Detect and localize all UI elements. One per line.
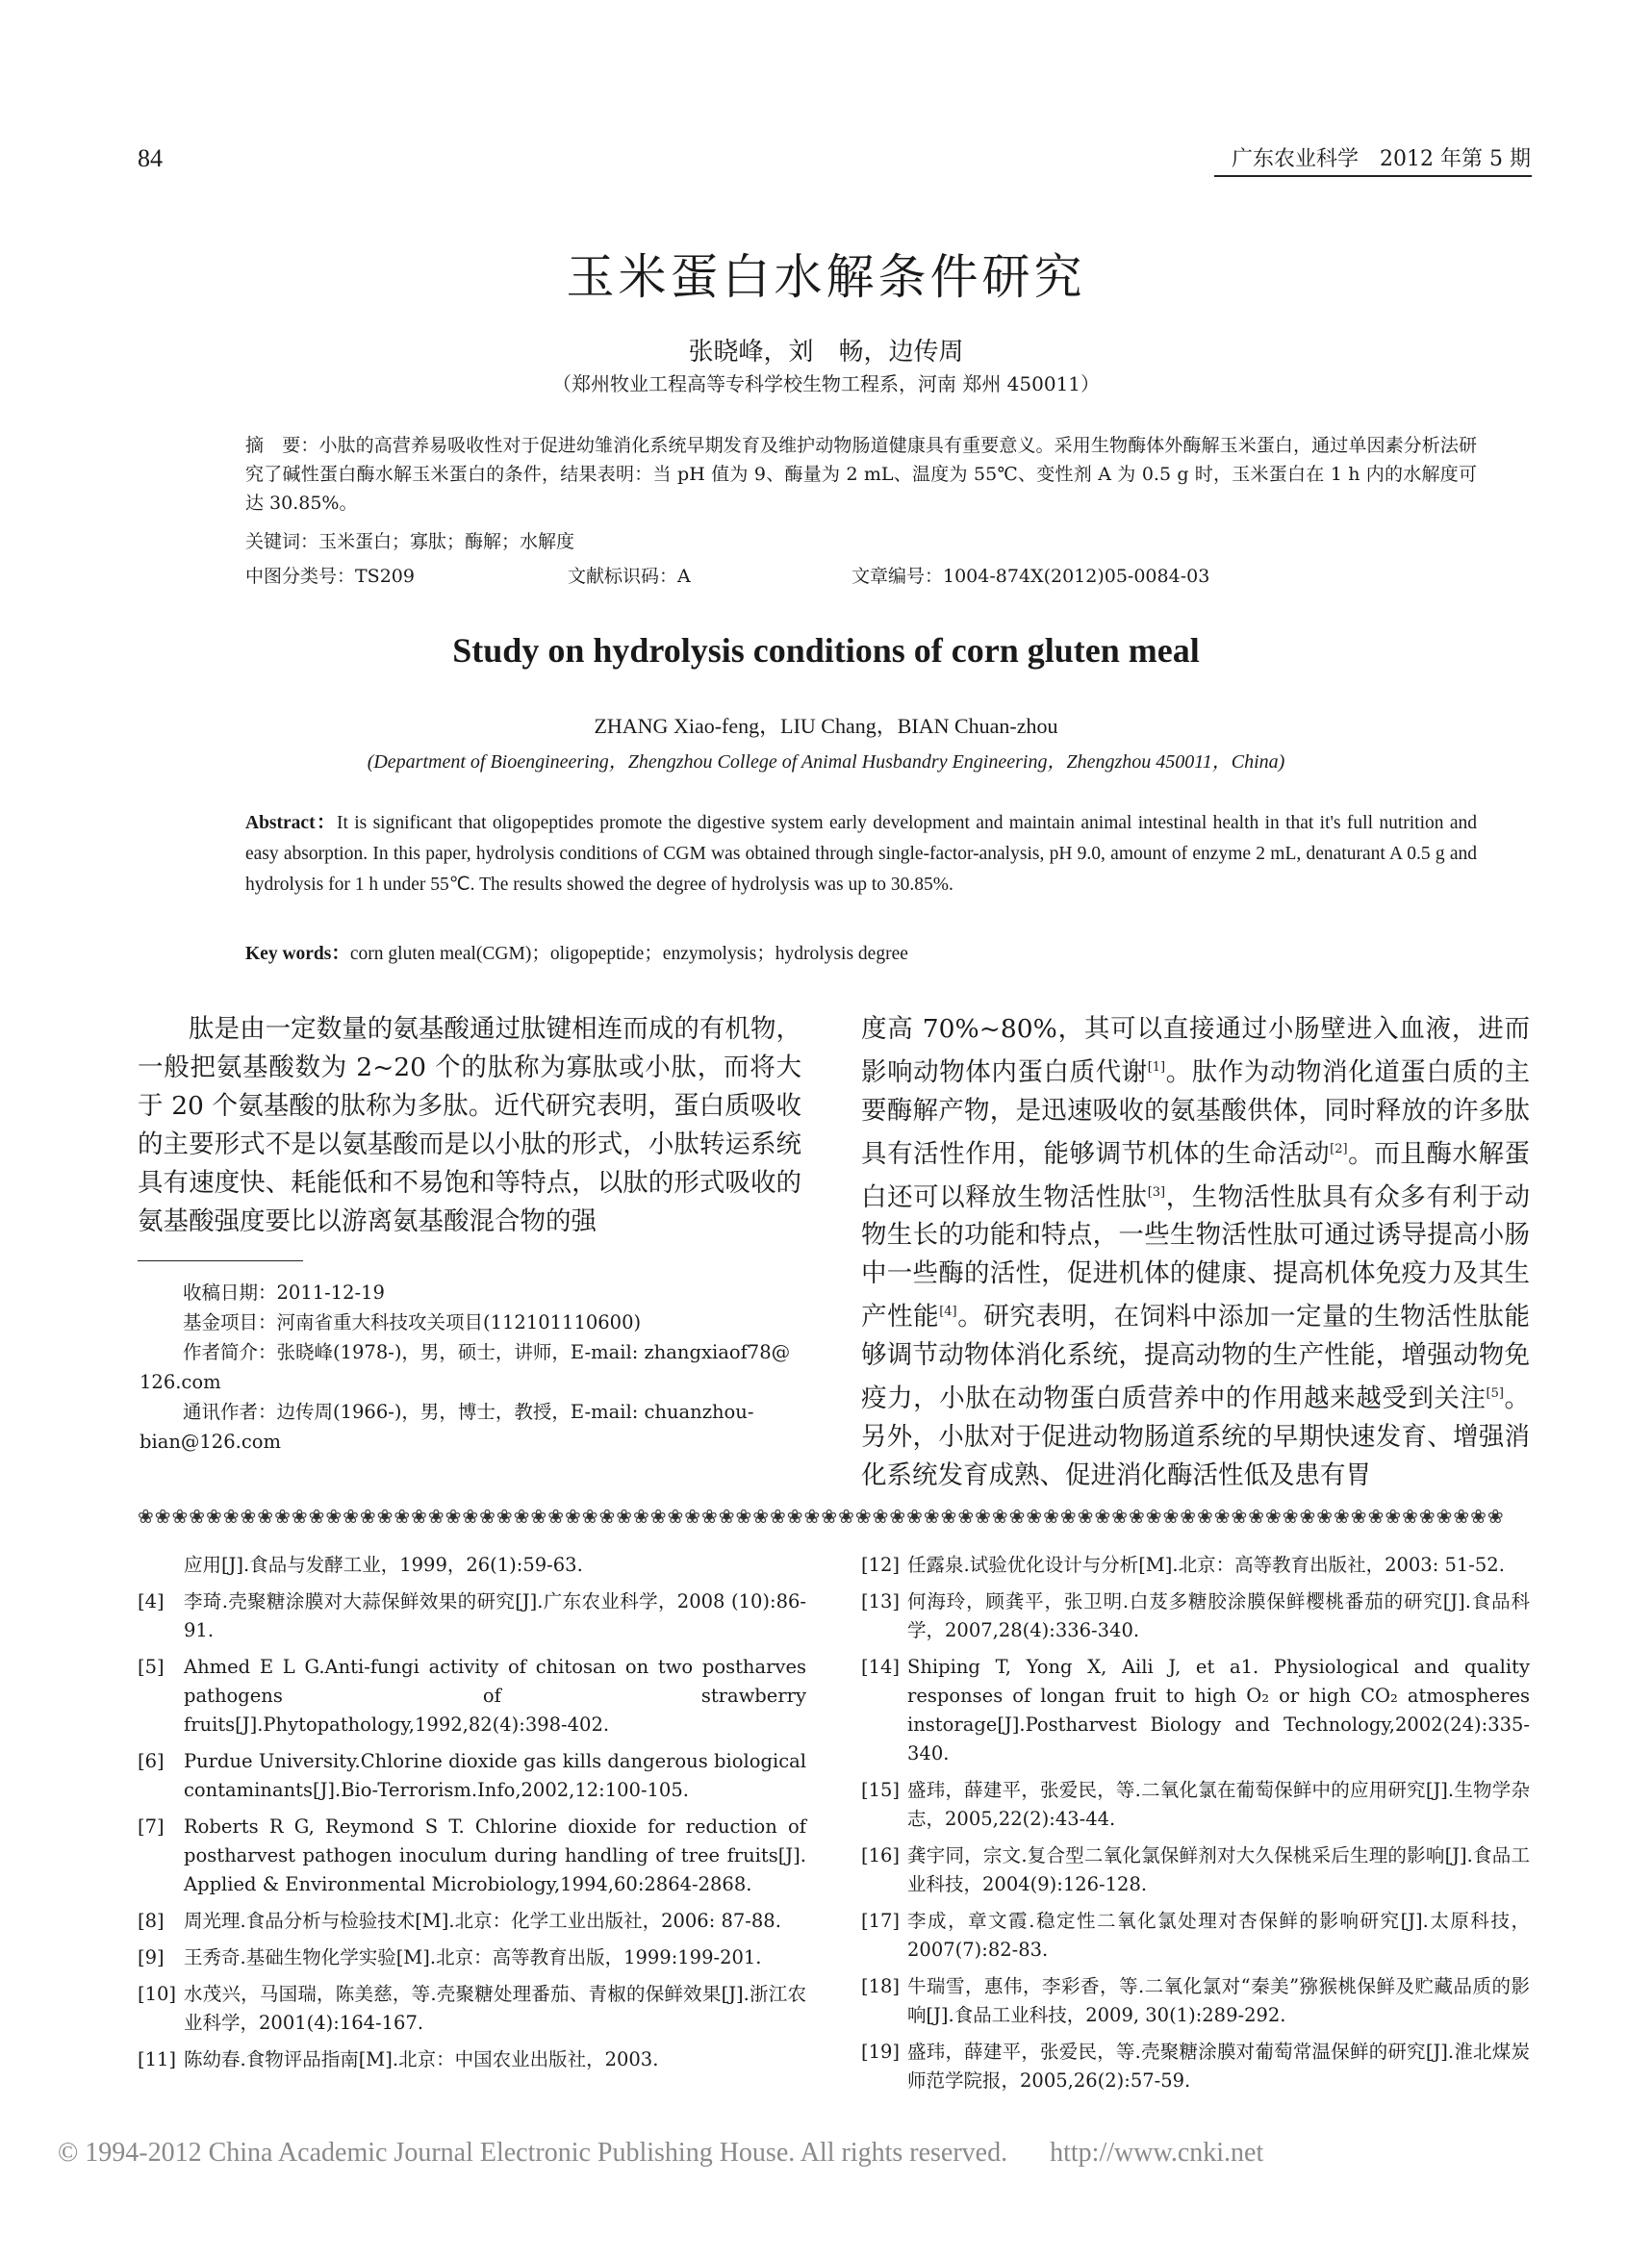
reference-text: 水茂兴，马国瑞，陈美慈，等.壳聚糖处理番茄、青椒的保鲜效果[J].浙江农业科学，2001(4):164-167. [184, 1983, 806, 2034]
footnote-author-cont: 126.com [140, 1371, 221, 1393]
copyright-footer [58, 2138, 1597, 2169]
reference-item [861, 1907, 1530, 1965]
reference-number: [19] [861, 2041, 901, 2063]
reference-item [138, 1980, 806, 2038]
reference-text: 龚宇同，宗文.复合型二氧化氯保鲜剂对大久保桃采后生理的影响[J].食品工业科技，2004(9):126-128. [907, 1844, 1530, 1895]
cnki-link[interactable]: http://www.cnki.net [1050, 2138, 1264, 2168]
reference-number: [17] [861, 1910, 901, 1932]
reference-number: [6] [138, 1750, 165, 1772]
reference-item [138, 1813, 806, 1899]
citation: [1] [1147, 1060, 1166, 1075]
english-authors: ZHANG Xiao-feng，LIU Chang，BIAN Chuan-zhou [594, 714, 1058, 738]
english-keywords-text: corn gluten meal(CGM)；oligopeptide；enzymolysis；hydrolysis degree [349, 944, 908, 964]
reference-number: [18] [861, 1975, 901, 1997]
reference-item [861, 1587, 1530, 1645]
footnote-corresponding-cont: bian@126.com [140, 1431, 281, 1453]
reference-text: 周光理.食品分析与检验技术[M].北京：化学工业出版社，2006: 87-88. [184, 1910, 781, 1932]
english-abstract-text: It is significant that oligopeptides promote the digestive system early development and maintain animal intestinal health in that it's full nutrition and easy absorption. In this paper, hydrolysis conditions of CGM was obtained through single-factor-analysis, pH 9.0, amount of enzyme 2 mL, denaturant A 0.5 g and hydrolysis for 1 h under 55℃. The results showed the degree of hydrolysis was up to 30.85%. [245, 813, 1477, 895]
footnote-rule [138, 1260, 303, 1261]
footnote-corresponding: 通讯作者：边传周(1966-)，男，博士，教授，E-mail: chuanzhou- [183, 1401, 754, 1423]
body-paragraph: 肽是由一定数量的氨基酸通过肽键相连而成的有机物，一般把氨基酸数为 2~20 个的肽称为寡肽或小肽，而将大于 20 个氨基酸的肽称为多肽。近代研究表明，蛋白质吸收的主要形式不是以氨基酸而是以小肽的形式，小肽转运系统具有速度快、耗能低和不易饱和等特点，以肽的形式吸收的氨基酸强度要比以游离氨基酸混合物的强 [138, 1014, 801, 1236]
reference-text: 牛瑞雪，惠伟，李彩香，等.二氧化氯对“秦美”猕猴桃保鲜及贮藏品质的影响[J].食品工业科技，2009, 30(1):289-292. [907, 1975, 1530, 2026]
english-affiliation: (Department of Bioengineering，Zhengzhou College of Animal Husbandry Engineering，Zhengzhou 450011，China) [367, 751, 1285, 773]
reference-item [138, 1943, 806, 1972]
reference-text: Ahmed E L G.Anti-fungi activity of chitosan on two postharves pathogens of strawberry fruits[J].Phytopathology,1992,82(4):398-402. [184, 1656, 806, 1736]
reference-item [138, 1653, 806, 1739]
document-code: 文献标识码：A [568, 566, 691, 587]
chinese-keywords-text: 玉米蛋白；寡肽；酶解；水解度 [318, 531, 575, 552]
footnotes [140, 1278, 818, 1457]
reference-text: 盛玮，薛建平，张爱民，等.壳聚糖涂膜对葡萄常温保鲜的研究[J].淮北煤炭师范学院报，2005,26(2):57-59. [907, 2041, 1530, 2092]
reference-text: 应用[J].食品与发酵工业，1999，26(1):59-63. [184, 1554, 583, 1576]
english-keywords-label: Key words： [245, 944, 350, 964]
reference-item [138, 1907, 806, 1936]
english-title: Study on hydrolysis conditions of corn gluten meal [452, 631, 1200, 670]
header-rule [1214, 175, 1532, 177]
reference-number: [13] [861, 1590, 901, 1612]
chinese-authors: 张晓峰，刘 畅，边传周 [688, 338, 964, 367]
body-text: 度高 70%~80%，其可以直接通过小肠壁进入血液，进而影响动物体内蛋白质代谢 [861, 1014, 1530, 1087]
reference-text: 陈幼春.食物评品指南[M].北京：中国农业出版社，2003. [184, 2048, 659, 2070]
reference-item [138, 1747, 806, 1805]
english-keywords [245, 938, 1477, 965]
body-text: 。研究表明，在饲料中添加一定量的生物活性肽能够调节动物体消化系统，提高动物的生产性能，增强动物免疫力，小肽在动物蛋白质营养中的作用越来越受到关注 [861, 1302, 1531, 1414]
reference-text: 任露泉.试验优化设计与分析[M].北京：高等教育出版社，2003: 51-52. [907, 1554, 1505, 1576]
copyright-text: © 1994-2012 China Academic Journal Electronic Publishing House. All rights reserved. [58, 2138, 1008, 2168]
citation: [3] [1147, 1184, 1166, 1200]
citation: [5] [1486, 1386, 1504, 1402]
references-left [138, 1551, 806, 2082]
citation: [2] [1330, 1141, 1348, 1156]
reference-item [861, 1551, 1530, 1580]
reference-number: [5] [138, 1656, 165, 1678]
body-text: 。另外，小肽对于促进动物肠道系统的早期快速发育、增强消化系统发育成熟、促进消化酶活性低及患有胃 [861, 1383, 1531, 1491]
body-text: 。而且酶水解蛋白还可以释放生物活性肽 [861, 1138, 1531, 1212]
body-column-left [138, 1010, 801, 1241]
ornament-divider: ❀❀❀❀❀❀❀❀❀❀❀❀❀❀❀❀❀❀❀❀❀❀❀❀❀❀❀❀❀❀❀❀❀❀❀❀❀❀❀❀❀❀❀❀❀❀❀❀❀❀❀❀❀❀❀❀❀❀❀❀❀❀❀❀❀❀❀❀❀❀❀❀❀❀❀❀❀❀❀❀ [138, 1505, 1505, 1526]
reference-number: [16] [861, 1844, 901, 1866]
chinese-abstract [245, 431, 1477, 518]
reference-item [138, 2045, 806, 2074]
reference-number: [10] [138, 1983, 177, 2005]
body-paragraph [861, 1010, 1530, 1495]
reference-item [861, 1841, 1530, 1899]
reference-item [861, 1972, 1530, 2030]
reference-number: [11] [138, 2048, 177, 2070]
chinese-abstract-text: 小肽的高营养易吸收性对于促进幼雏消化系统早期发育及维护动物肠道健康具有重要意义。采用生物酶体外酶解玉米蛋白，通过单因素分析法研究了碱性蛋白酶水解玉米蛋白的条件，结果表明：当 pH 值为 9、酶量为 2 mL、温度为 55℃、变性剂 A 为 0.5 g 时，玉米蛋白在 1 h 内的水解度可达 30.85%。 [245, 435, 1477, 514]
footnote-received: 收稿日期：2011-12-19 [183, 1282, 385, 1304]
reference-text: Shiping T, Yong X, Aili J, et a1. Physiological and quality responses of longan fruit to high O₂ or high CO₂ atmospheres instorage[J].Postharvest Biology and Technology,2002(24):335-340. [907, 1656, 1530, 1764]
chinese-keywords-label: 关键词： [245, 531, 319, 552]
reference-number: [15] [861, 1779, 901, 1801]
reference-text: Purdue University.Chlorine dioxide gas kills dangerous biological contaminants[J].Bio-Terrorism.Info,2002,12:100-105. [184, 1750, 806, 1801]
chinese-abstract-label: 摘 要： [245, 435, 319, 456]
reference-number: [4] [138, 1590, 165, 1612]
english-abstract [245, 808, 1477, 901]
reference-item [861, 1776, 1530, 1834]
reference-text: 盛玮，薛建平，张爱民，等.二氧化氯在葡萄保鲜中的应用研究[J].生物学杂志，2005,22(2):43-44. [907, 1779, 1530, 1830]
reference-number: [14] [861, 1656, 901, 1678]
english-abstract-label: Abstract： [245, 813, 337, 833]
chinese-affiliation: （郑州牧业工程高等专科学校生物工程系，河南 郑州 450011） [551, 372, 1101, 395]
article-number: 文章编号：1004-874X(2012)05-0084-03 [851, 566, 1210, 587]
body-text: 。肽作为动物消化道蛋白质的主要酶解产物，是迅速吸收的氨基酸供体，同时释放的许多肽具有活性作用，能够调节机体的生命活动 [861, 1056, 1531, 1169]
body-text: ，生物活性肽具有众多有利于动物生长的功能和特点，一些生物活性肽可通过诱导提高小肠中一些酶的活性，促进机体的健康、提高机体免疫力及其生产性能 [861, 1181, 1531, 1333]
reference-text: 李琦.壳聚糖涂膜对大蒜保鲜效果的研究[J].广东农业科学，2008 (10):86-91. [184, 1590, 806, 1641]
footnote-fund: 基金项目：河南省重大科技攻关项目(112101110600) [183, 1311, 642, 1333]
footnote-author: 作者简介：张晓峰(1978-)，男，硕士，讲师，E-mail: zhangxiaof78@ [183, 1341, 791, 1363]
reference-number: [8] [138, 1910, 165, 1932]
reference-item [861, 1653, 1530, 1768]
chinese-keywords [245, 527, 1477, 556]
clc-number: 中图分类号：TS209 [245, 566, 415, 587]
page-number: 84 [138, 144, 163, 172]
journal-header: 广东农业科学 2012 年第 5 期 [1232, 147, 1531, 171]
reference-number: [12] [861, 1554, 901, 1576]
reference-number: [9] [138, 1946, 165, 1968]
chinese-title: 玉米蛋白水解条件研究 [566, 249, 1086, 305]
reference-item [138, 1587, 806, 1645]
reference-item [861, 2038, 1530, 2095]
reference-item [138, 1551, 806, 1580]
reference-text: 何海玲，顾龚平，张卫明.白芨多糖胶涂膜保鲜樱桃番茄的研究[J].食品科学，2007,28(4):336-340. [907, 1590, 1530, 1641]
citation: [4] [939, 1305, 957, 1320]
reference-text: 王秀奇.基础生物化学实验[M].北京：高等教育出版，1999:199-201. [184, 1946, 762, 1968]
references-right [861, 1551, 1530, 2103]
body-column-right [861, 1010, 1530, 1495]
reference-number: [7] [138, 1815, 165, 1838]
reference-text: Roberts R G, Reymond S T. Chlorine dioxide for reduction of postharvest pathogen inoculum during handling of tree fruits[J]. Applied & Environmental Microbiology,1994,60:2864-2868. [184, 1815, 806, 1895]
reference-text: 李成，章文霞.稳定性二氧化氯处理对杏保鲜的影响研究[J].太原科技，2007(7):82-83. [907, 1910, 1530, 1961]
